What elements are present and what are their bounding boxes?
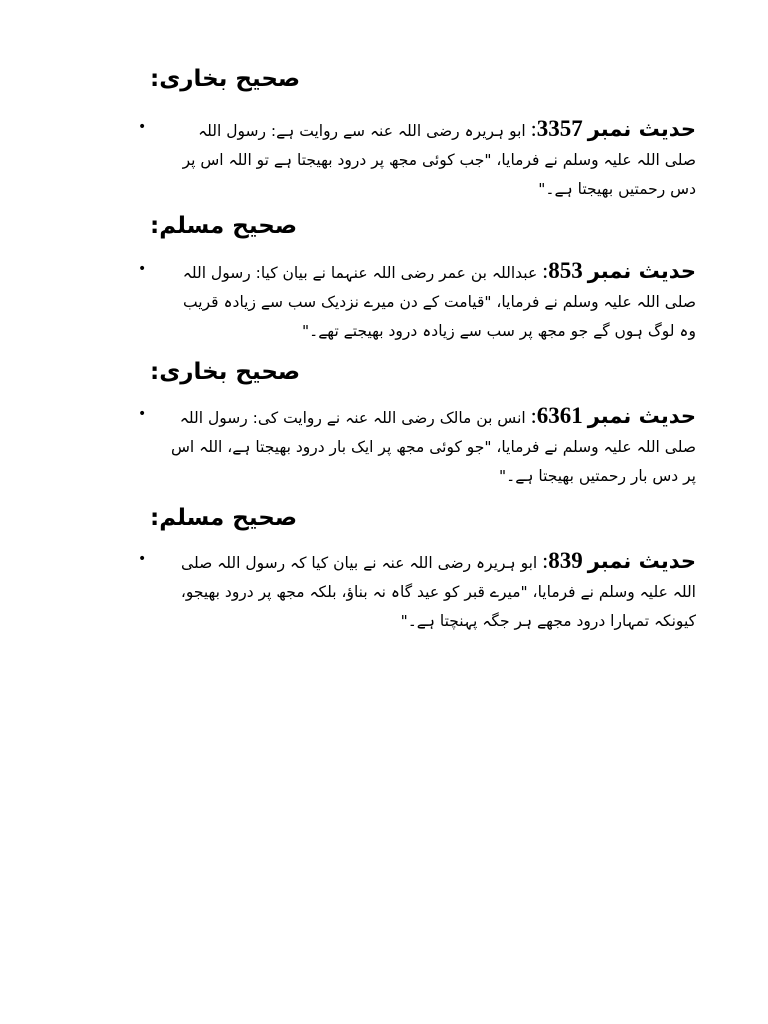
hadith-colon: : <box>542 258 549 283</box>
hadith-text <box>162 114 696 204</box>
section-heading: صحیح مسلم: <box>150 505 298 531</box>
hadith-text <box>162 546 696 636</box>
bullet: • <box>138 261 147 277</box>
hadith-label: حدیث نمبر <box>587 549 696 573</box>
hadith-number: 839 <box>548 548 583 573</box>
hadith-label: حدیث نمبر <box>587 404 696 428</box>
hadith-body: ابو ہریرہ رضی اللہ عنہ سے روایت ہے: رسول اللہ صلی اللہ علیہ وسلم نے فرمایا، "جب کوئی مجھ پر درود بھیجتا ہے تو اللہ اس پر دس رحمتیں بھیجتا ہے۔" <box>182 122 696 198</box>
hadith-label: حدیث نمبر <box>587 117 696 141</box>
list-item <box>138 546 698 636</box>
section-heading: صحیح بخاری: <box>150 359 301 385</box>
hadith-colon: : <box>530 116 537 141</box>
hadith-number: 3357 <box>536 116 583 141</box>
hadith-text <box>162 401 696 491</box>
bullet: • <box>138 119 147 135</box>
hadith-text <box>162 256 696 346</box>
hadith-colon: : <box>542 548 549 573</box>
bullet: • <box>138 406 147 422</box>
hadith-body: انس بن مالک رضی اللہ عنہ نے روایت کی: رسول اللہ صلی اللہ علیہ وسلم نے فرمایا، "جو کوئی مجھ پر ایک بار درود بھیجتا ہے، اللہ اس پر دس بار رحمتیں بھیجتا ہے۔" <box>170 409 696 485</box>
hadith-body: عبداللہ بن عمر رضی اللہ عنہما نے بیان کیا: رسول اللہ صلی اللہ علیہ وسلم نے فرمایا، "قیامت کے دن میرے نزدیک سب سے زیادہ قریب وہ لوگ ہوں گے جو مجھ پر سب سے زیادہ درود بھیجتے تھے۔" <box>182 264 696 340</box>
hadith-number: 853 <box>548 258 583 283</box>
hadith-label: حدیث نمبر <box>587 259 696 283</box>
bullet: • <box>138 551 147 567</box>
hadith-number: 6361 <box>536 403 583 428</box>
hadith-body: ابو ہریرہ رضی اللہ عنہ نے بیان کیا کہ رسول اللہ صلی اللہ علیہ وسلم نے فرمایا، "میرے قبر کو عید گاہ نہ بناؤ، بلکہ مجھ پر درود بھیجو، کیونکہ تمہارا درود مجھے ہر جگہ پہنچتا ہے۔" <box>180 554 696 630</box>
hadith-colon: : <box>530 403 537 428</box>
section-heading: صحیح بخاری: <box>150 66 301 92</box>
section-heading: صحیح مسلم: <box>150 213 298 239</box>
list-item <box>138 256 698 346</box>
list-item <box>138 401 698 491</box>
list-item <box>138 114 698 204</box>
